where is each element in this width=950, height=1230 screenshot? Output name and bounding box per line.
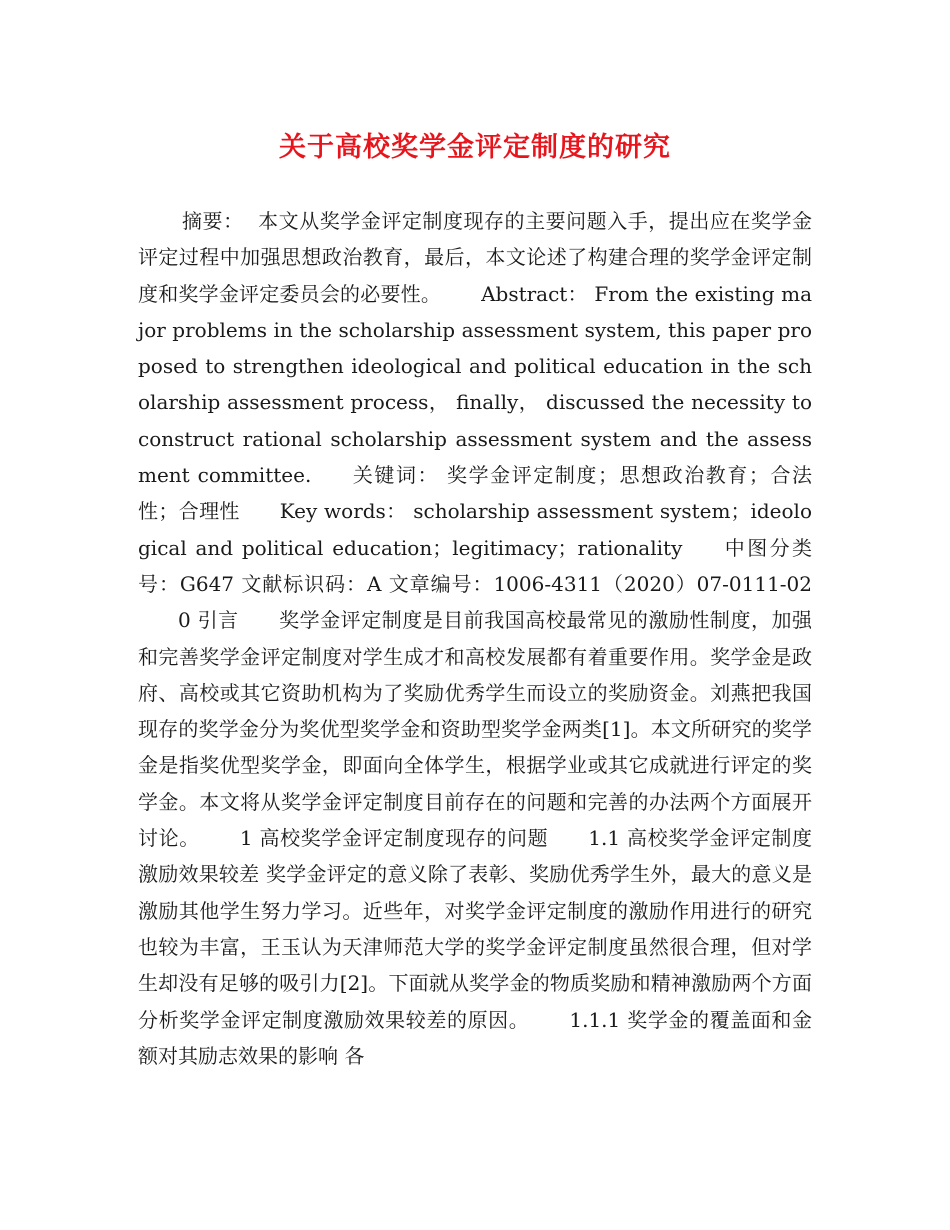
keywords-en: scholarship assessment system；ideological and political education；legitimacy；rationality <box>138 499 812 560</box>
keywords-en-label: Key words： <box>279 499 407 524</box>
classification-info: 中图分类号：G647 文献标识码：A 文章编号：1006-4311（2020）07-0111-02 <box>138 535 813 596</box>
keywords-cn: 奖学金评定制度；思想政治教育；合法性；合理性 <box>138 463 813 524</box>
section-1-1-text: 奖学金评定的意义除了表彰、奖励优秀学生外，最大的意义是激励其他学生努力学习。近些年，对奖学金评定制度的激励作用进行的研究也较为丰富，王玉认为天津师范大学的奖学金评定制度虽然很合理，但对学生却没有足够的吸引力[2]。下面就从奖学金的物质奖励和精神激励两个方面分析奖学金评定制度激励效果较差的原因。 <box>138 862 813 1032</box>
section-0-text: 奖学金评定制度是目前我国高校最常见的激励性制度，加强和完善奖学金评定制度对学生成才和高校发展都有着重要作用。奖学金是政府、高校或其它资助机构为了奖励优秀学生而设立的奖励资金。刘燕把我国现存的奖学金分为奖优型奖学金和资助型奖学金两类[1]。本文所研究的奖学金是指奖优型奖学金，即面向全体学生，根据学业或其它成就进行评定的奖学金。本文将从奖学金评定制度目前存在的问题和完善的办法两个方面展开讨论。 <box>138 608 812 851</box>
section-1-1-1-text: 各 <box>344 1043 365 1068</box>
section-1-heading: 1 高校奖学金评定制度现存的问题 <box>239 826 549 851</box>
section-1-1-heading: 1.1 高校奖学金评定制度激励效果较差 <box>138 826 812 887</box>
page-title: 关于高校奖学金评定制度的研究 <box>279 132 671 163</box>
abstract-en-label: Abstract： <box>481 281 588 306</box>
keywords-label: 关键词： <box>351 463 440 488</box>
abstract-label: 摘要： <box>182 209 244 233</box>
section-0-heading: 0 引言 <box>178 608 239 633</box>
article-body <box>138 203 812 1074</box>
abstract-cn: 本文从奖学金评定制度现存的主要问题入手，提出应在奖学金评定过程中加强思想政治教育，最后，本文论述了构建合理的奖学金评定制度和奖学金评定委员会的必要性。 <box>138 209 813 306</box>
section-1-1-1-heading: 1.1.1 奖学金的覆盖面和金额对其励志效果的影响 <box>138 1007 813 1068</box>
abstract-en: From the existing major problems in the scholarship assessment system, this paper proposed to strengthen ideological and political education in the scholarship assessment process， finally， discussed the necessity to construct rational scholarship assessment system and the assessment committee. <box>138 281 812 488</box>
